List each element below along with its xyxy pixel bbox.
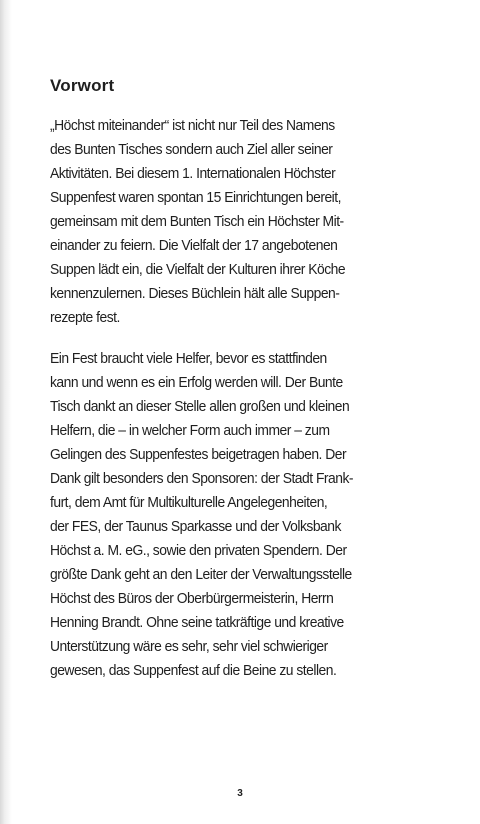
text-line: größte Dank geht an den Leiter der Verwaltungsstelle xyxy=(50,566,352,583)
text-line: furt, dem Amt für Multikulturelle Angelegenheiten, xyxy=(50,494,328,511)
paragraph-thanks xyxy=(50,347,446,683)
text-line: Dank gilt besonders den Sponsoren: der Stadt Frank- xyxy=(50,470,354,487)
text-line: Unterstützung wäre es sehr, sehr viel schwieriger xyxy=(50,638,328,655)
text-line: Aktivitäten. Bei diesem 1. Internationalen Höchster xyxy=(50,165,336,182)
text-line: kennenzulernen. Dieses Büchlein hält alle Suppen- xyxy=(50,285,340,302)
text-line: gemeinsam mit dem Bunten Tisch ein Höchster Mit- xyxy=(50,213,344,230)
text-line: gewesen, das Suppenfest auf die Beine zu stellen. xyxy=(50,662,337,679)
text-line: des Bunten Tisches sondern auch Ziel aller seiner xyxy=(50,141,333,158)
text-line: Ein Fest braucht viele Helfer, bevor es stattfinden xyxy=(50,350,327,367)
text-line: Tisch dankt an dieser Stelle allen großen und kleinen xyxy=(50,398,350,415)
text-line: Suppenfest waren spontan 15 Einrichtungen bereit, xyxy=(50,189,341,206)
text-line: kann und wenn es ein Erfolg werden will. Der Bunte xyxy=(50,374,343,391)
paragraph-intro xyxy=(50,114,446,330)
page-edge-shadow xyxy=(0,0,12,824)
text-line: einander zu feiern. Die Vielfalt der 17 angebotenen xyxy=(50,237,338,254)
text-line: rezepte fest. xyxy=(50,309,120,326)
document-page xyxy=(50,74,450,700)
text-line: Helfern, die – in welcher Form auch immer – zum xyxy=(50,422,330,439)
page-number: 3 xyxy=(237,788,243,799)
text-line: Henning Brandt. Ohne seine tatkräftige und kreative xyxy=(50,614,344,631)
text-line: Gelingen des Suppenfestes beigetragen haben. Der xyxy=(50,446,347,463)
text-line: Höchst des Büros der Oberbürgermeisterin, Herrn xyxy=(50,590,334,607)
text-line: „Höchst miteinander“ ist nicht nur Teil des Namens xyxy=(50,117,335,134)
text-line: Suppen lädt ein, die Vielfalt der Kulturen ihrer Köche xyxy=(50,261,346,278)
text-line: der FES, der Taunus Sparkasse und der Volksbank xyxy=(50,518,341,535)
text-line: Höchst a. M. eG., sowie den privaten Spendern. Der xyxy=(50,542,347,559)
page-title: Vorwort xyxy=(50,76,115,95)
